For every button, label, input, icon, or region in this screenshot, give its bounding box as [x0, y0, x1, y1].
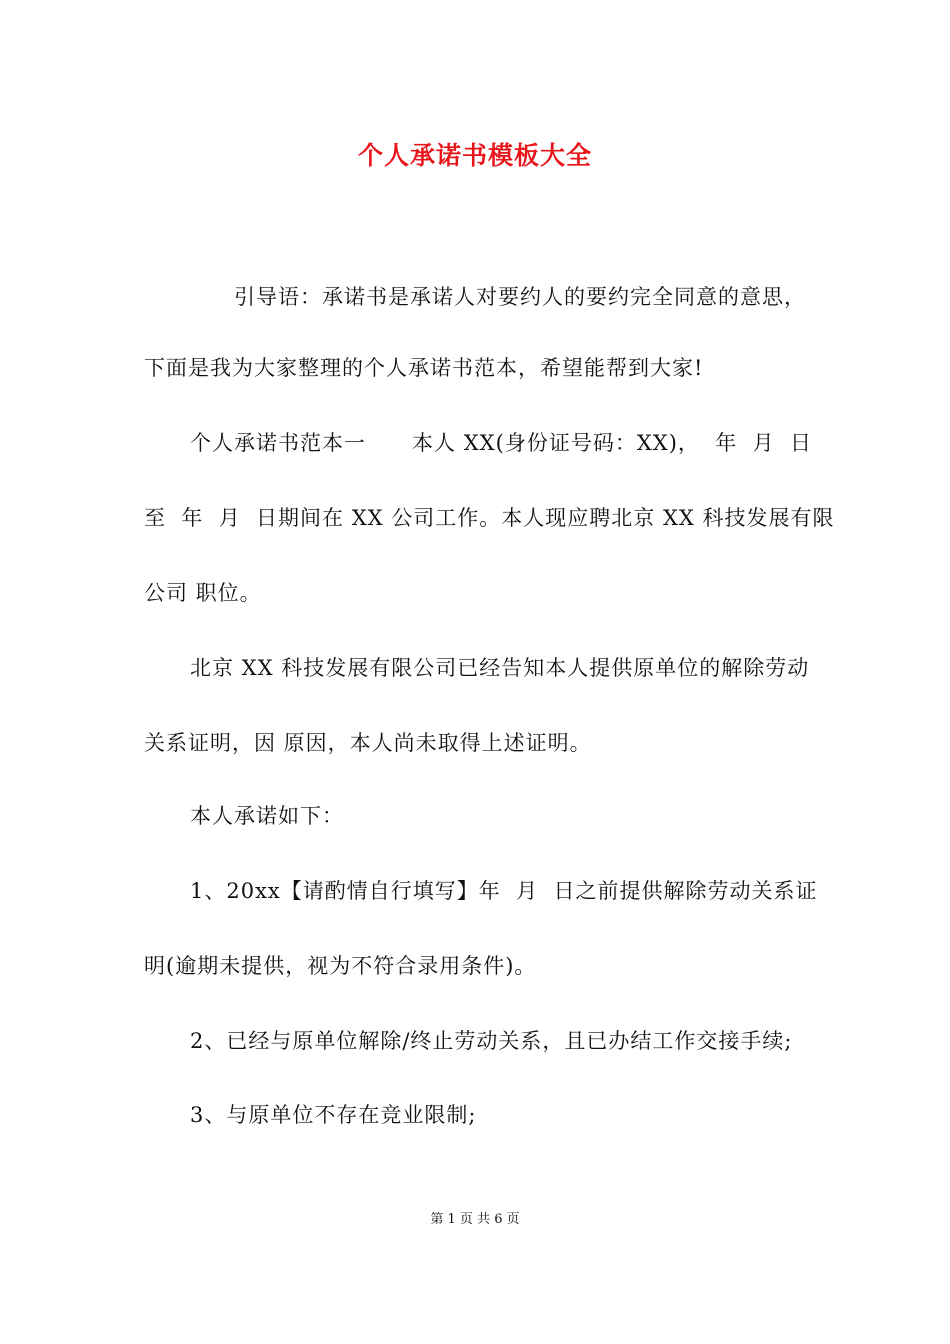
paragraph-line: 北京 XX 科技发展有限公司已经告知本人提供原单位的解除劳动	[190, 656, 810, 680]
paragraph-line: 公司 职位。	[144, 581, 262, 605]
page-number-footer: 第 1 页 共 6 页	[430, 1212, 520, 1227]
paragraph-line: 引导语：承诺书是承诺人对要约人的要约完全同意的意思，	[234, 285, 806, 309]
paragraph-line: 至 年 月 日期间在 XX 公司工作。本人现应聘北京 XX 科技发展有限	[144, 506, 835, 530]
paragraph-line: 个人承诺书范本一 本人 XX(身份证号码：XX)， 年 月 日	[190, 431, 812, 455]
paragraph-line: 下面是我为大家整理的个人承诺书范本，希望能帮到大家!	[144, 356, 704, 380]
list-item-line: 2、已经与原单位解除/终止劳动关系，且已办结工作交接手续;	[190, 1029, 793, 1053]
list-item-line: 明(逾期未提供，视为不符合录用条件)。	[144, 954, 537, 978]
paragraph-line: 本人承诺如下：	[190, 804, 344, 828]
list-item-line: 3、与原单位不存在竞业限制;	[190, 1103, 477, 1127]
list-item-line: 1、20xx【请酌情自行填写】年 月 日之前提供解除劳动关系证	[190, 879, 818, 903]
document-title: 个人承诺书模板大全	[357, 141, 592, 170]
paragraph-line: 关系证明，因 原因，本人尚未取得上述证明。	[144, 731, 592, 755]
